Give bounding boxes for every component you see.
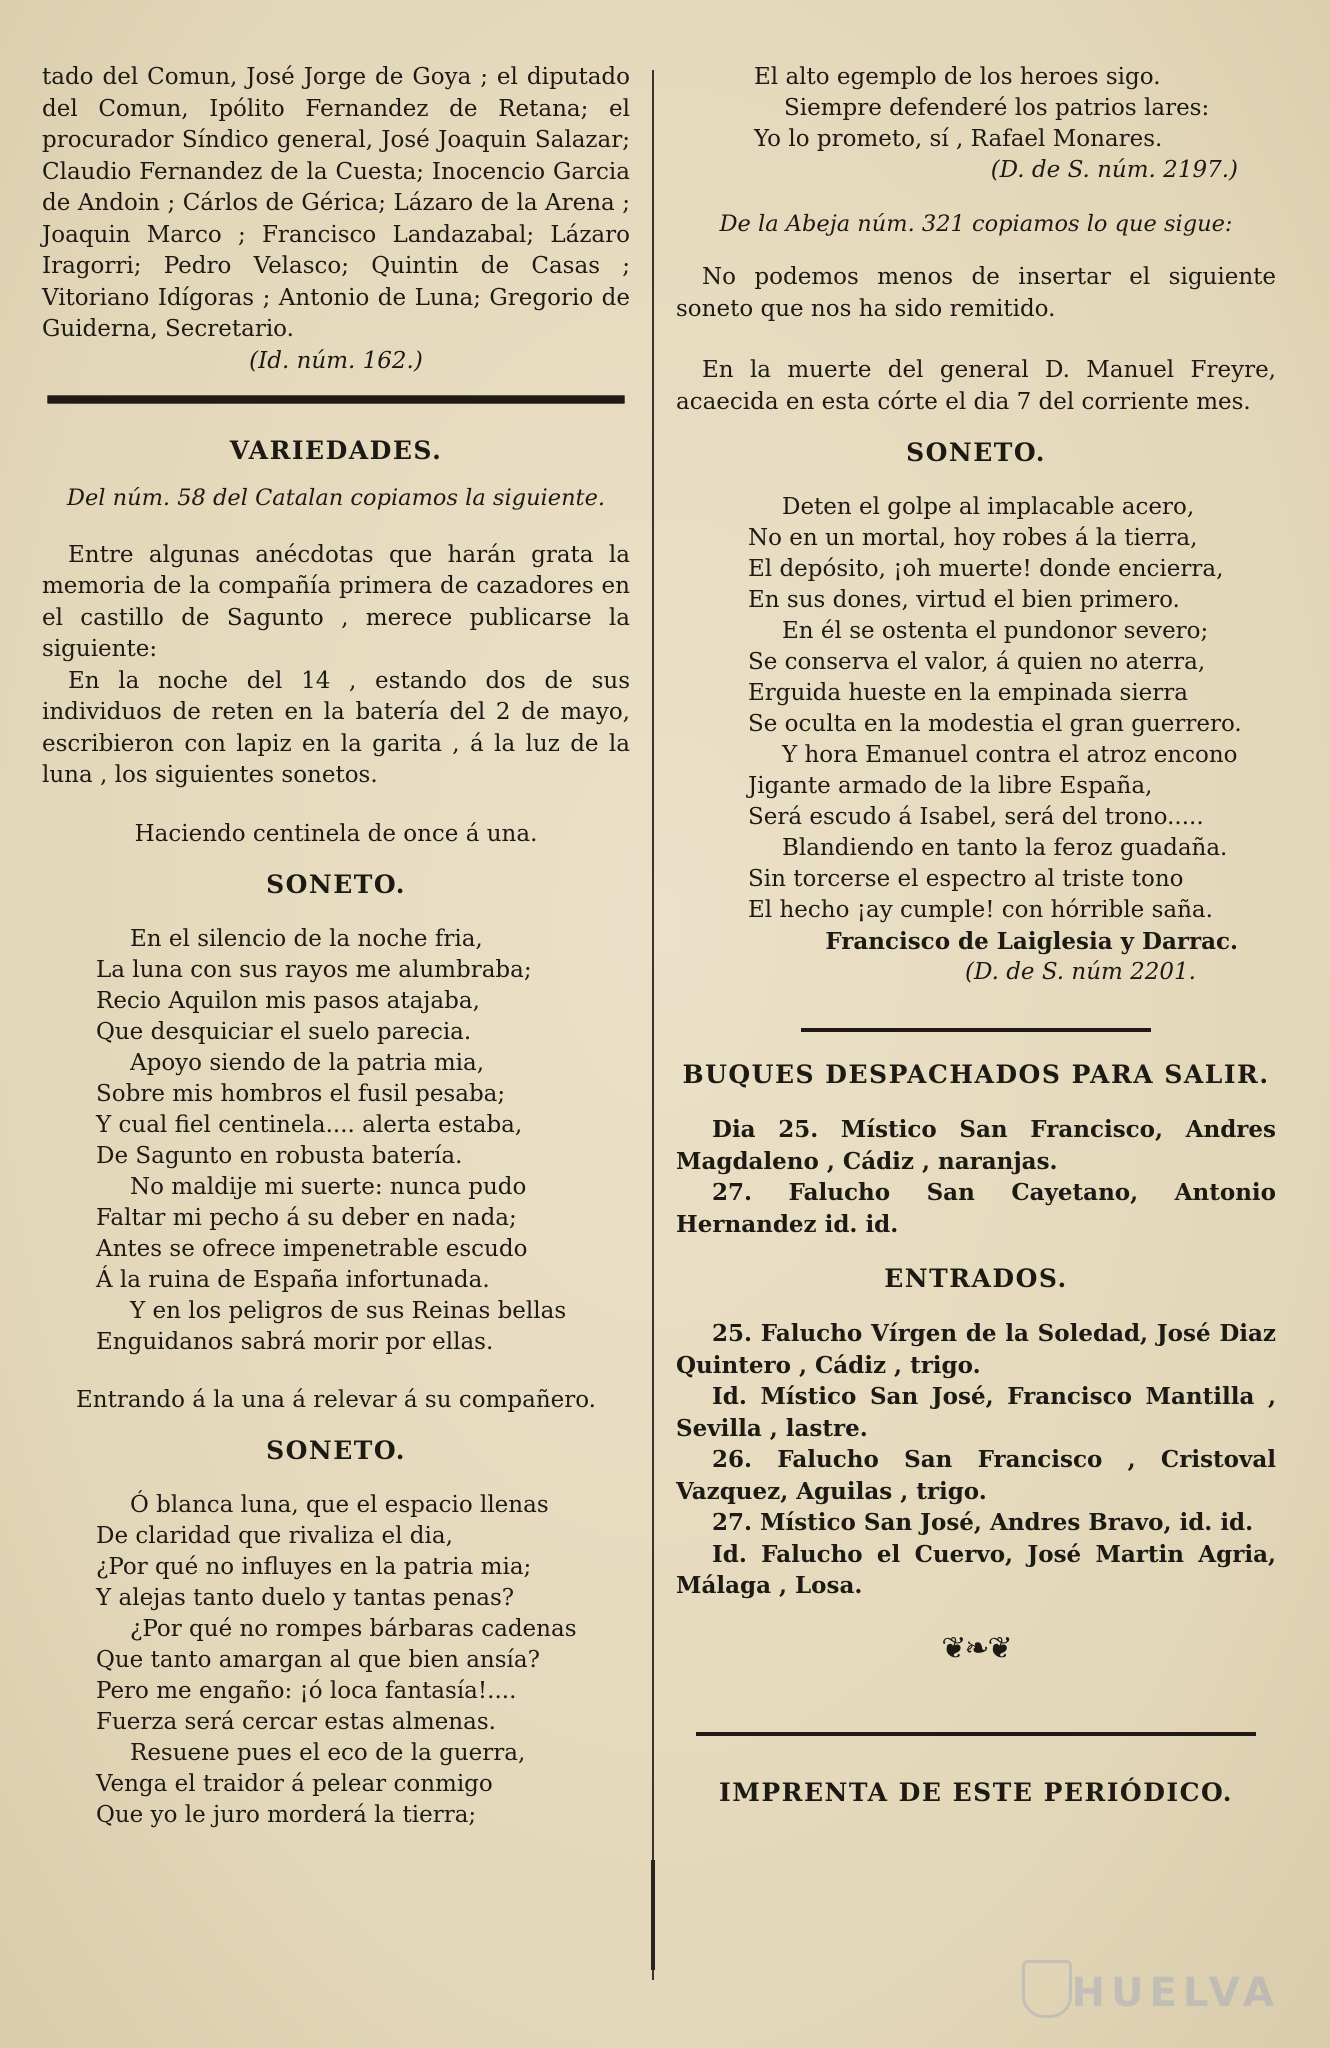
right-column xyxy=(676,62,1276,1810)
poem-line: El hecho ¡ay cumple! con hórrible saña. xyxy=(748,897,1213,923)
poem-line: Jigante armado de la libre España, xyxy=(748,773,1153,799)
poem-line: Antes se ofrece impenetrable escudo xyxy=(96,1235,528,1262)
ship-entry: Dia 25. Místico San Francisco, Andres Magdaleno , Cádiz , naranjas. xyxy=(676,1116,1276,1175)
ship-entry: Id. Místico San José, Francisco Mantilla , Sevilla , lastre. xyxy=(676,1383,1276,1442)
poem-line: No en un mortal, hoy robes á la tierra, xyxy=(748,525,1198,551)
poem-line: Fuerza será cercar estas almenas. xyxy=(96,1708,496,1735)
poem-line: El depósito, ¡oh muerte! donde encierra, xyxy=(748,556,1224,582)
ship-entry: 27. Místico San José, Andres Bravo, id. id. xyxy=(712,1509,1254,1536)
ship-entry: 26. Falucho San Francisco , Cristoval Vazquez, Aguilas , trigo. xyxy=(676,1446,1276,1505)
sonnet1-title: SONETO. xyxy=(266,869,406,899)
poem-line: Apoyo siendo de la patria mia, xyxy=(130,1049,485,1076)
library-crest-stamp xyxy=(1022,1960,1072,2018)
poem-line: Siempre defenderé los patrios lares: xyxy=(784,95,1210,121)
poem-line: Venga el traidor á pelear conmigo xyxy=(96,1770,493,1797)
poem-line: Resuene pues el eco de la guerra, xyxy=(130,1739,526,1766)
poem-line: Que tanto amargan al que bien ansía? xyxy=(96,1646,540,1673)
source-line: Del núm. 58 del Catalan copiamos la siguiente. xyxy=(66,484,606,511)
poem-line: ¿Por qué no rompes bárbaras cadenas xyxy=(130,1615,577,1642)
section-title-variedades: VARIEDADES. xyxy=(229,435,443,465)
library-watermark: HUELVA xyxy=(1071,1970,1280,2016)
poem-line: Y alejas tanto duelo y tantas penas? xyxy=(96,1584,515,1611)
poem-line: De Sagunto en robusta batería. xyxy=(96,1142,463,1169)
poem-line: Yo lo prometo, sí , Rafael Monares. xyxy=(754,126,1163,152)
abeja-source-line: De la Abeja núm. 321 copiamos lo que sigue: xyxy=(719,211,1233,237)
ship-entry: 25. Falucho Vírgen de la Soledad, José Diaz Quintero , Cádiz , trigo. xyxy=(676,1320,1276,1379)
ornament-divider: ❦❧❦ xyxy=(941,1630,1011,1666)
sonnet3-author: Francisco de Laiglesia y Darrac. xyxy=(825,928,1238,955)
poem-line: Que yo le juro morderá la tierra; xyxy=(96,1801,477,1828)
poem-line: Se conserva el valor, á quien no aterra, xyxy=(748,649,1206,675)
printer-imprint: IMPRENTA DE ESTE PERIÓDICO. xyxy=(719,1777,1233,1807)
poem-line: En sus dones, virtud el bien primero. xyxy=(748,587,1180,613)
poem-line: Que desquiciar el suelo parecia. xyxy=(96,1018,472,1045)
ships-departed-title: BUQUES DESPACHADOS PARA SALIR. xyxy=(682,1060,1270,1089)
poem-line: Faltar mi pecho á su deber en nada; xyxy=(96,1204,517,1231)
poem-line: Será escudo á Isabel, será del trono..... xyxy=(748,804,1204,830)
paragraph-anecdote: Entre algunas anécdotas que harán grata la memoria de la compañía primera de cazadores en el castillo de Sagunto , merece publicarse la siguiente: xyxy=(42,541,630,662)
poem-line: Á la ruina de España infortunada. xyxy=(96,1266,490,1293)
poem-line: Ó blanca luna, que el espacio llenas xyxy=(130,1491,549,1518)
poem-line: Blandiendo en tanto la feroz guadaña. xyxy=(782,835,1228,861)
sonnet3-cite: (D. de S. núm 2201. xyxy=(964,959,1196,985)
abeja-paragraph: No podemos menos de insertar el siguiente soneto que nos ha sido remitido. xyxy=(676,264,1276,322)
poem-line: En el silencio de la noche fria, xyxy=(130,925,483,952)
sonnet3 xyxy=(676,492,1276,926)
poem-line: Y en los peligros de sus Reinas bellas xyxy=(130,1297,567,1324)
sonnet2-title: SONETO. xyxy=(266,1435,406,1465)
ship-entry: Id. Falucho el Cuervo, José Martin Agria, Málaga , Losa. xyxy=(676,1540,1276,1599)
intro-paragraph: tado del Comun, José Jorge de Goya ; el diputado del Comun, Ipólito Fernandez de Retana; el procurador Síndico general, José Joaquin Salazar; Claudio Fernandez de la Cuesta; Inocencio Garcia de Andoin ; Cárlos de Gérica; Lázaro de la Arena ; Joaquin Marco ; Francisco Landazabal; Lázaro Iragorri; Pedro Velasco; Quintin de Casas ; Vitoriano Idígoras ; Antonio de Luna; Gregorio de Guiderna, Secretario. xyxy=(42,64,630,342)
poem-line: Recio Aquilon mis pasos atajaba, xyxy=(96,987,480,1014)
intro-cite: (Id. núm. 162.) xyxy=(249,347,423,374)
paragraph-night: En la noche del 14 , estando dos de sus individuos de reten en la batería del 2 de mayo, escribieron con lapiz en la garita , á la luz de la luna , los siguientes sonetos. xyxy=(42,667,630,788)
freyre-paragraph: En la muerte del general D. Manuel Freyre, acaecida en esta córte el dia 7 del corriente mes. xyxy=(676,357,1276,415)
poem-line: Deten el golpe al implacable acero, xyxy=(782,494,1195,520)
ship-entry: 27. Falucho San Cayetano, Antonio Hernandez id. id. xyxy=(676,1179,1276,1238)
left-column xyxy=(42,62,630,1831)
sonnet2 xyxy=(42,1490,630,1831)
sonnet1 xyxy=(42,924,630,1358)
sonnet3-title: SONETO. xyxy=(906,438,1046,467)
poem-end-cite: (D. de S. núm. 2197.) xyxy=(990,157,1238,183)
poem-line: En él se ostenta el pundonor severo; xyxy=(782,618,1209,644)
poem-line: La luna con sus rayos me alumbraba; xyxy=(96,956,532,983)
column-divider xyxy=(652,70,654,1980)
poem-line: No maldije mi suerte: nunca pudo xyxy=(130,1173,527,1200)
poem-line: Erguida hueste en la empinada sierra xyxy=(748,680,1188,706)
poem-line: Y cual fiel centinela.... alerta estaba, xyxy=(96,1111,523,1138)
poem-line: ¿Por qué no influyes en la patria mia; xyxy=(96,1553,532,1580)
column-divider-bottom xyxy=(651,1860,655,1970)
sonnet-continued xyxy=(676,62,1276,155)
section-rule xyxy=(47,395,625,404)
sonnet1-heading: Haciendo centinela de once á una. xyxy=(134,820,538,847)
poem-line: Pero me engaño: ¡ó loca fantasía!.... xyxy=(96,1677,517,1704)
poem-line: Sin torcerse el espectro al triste tono xyxy=(748,866,1184,892)
poem-line: Sobre mis hombros el fusil pesaba; xyxy=(96,1080,506,1107)
sonnet2-heading: Entrando á la una á relevar á su compañero. xyxy=(75,1386,596,1413)
poem-line: Enguidanos sabrá morir por ellas. xyxy=(96,1328,494,1355)
poem-line: El alto egemplo de los heroes sigo. xyxy=(754,64,1161,90)
poem-line: Se oculta en la modestia el gran guerrero. xyxy=(748,711,1242,737)
poem-line: De claridad que rivaliza el dia, xyxy=(96,1522,453,1549)
poem-line: Y hora Emanuel contra el atroz encono xyxy=(782,742,1238,768)
ships-arrived-title: ENTRADOS. xyxy=(884,1264,1068,1293)
